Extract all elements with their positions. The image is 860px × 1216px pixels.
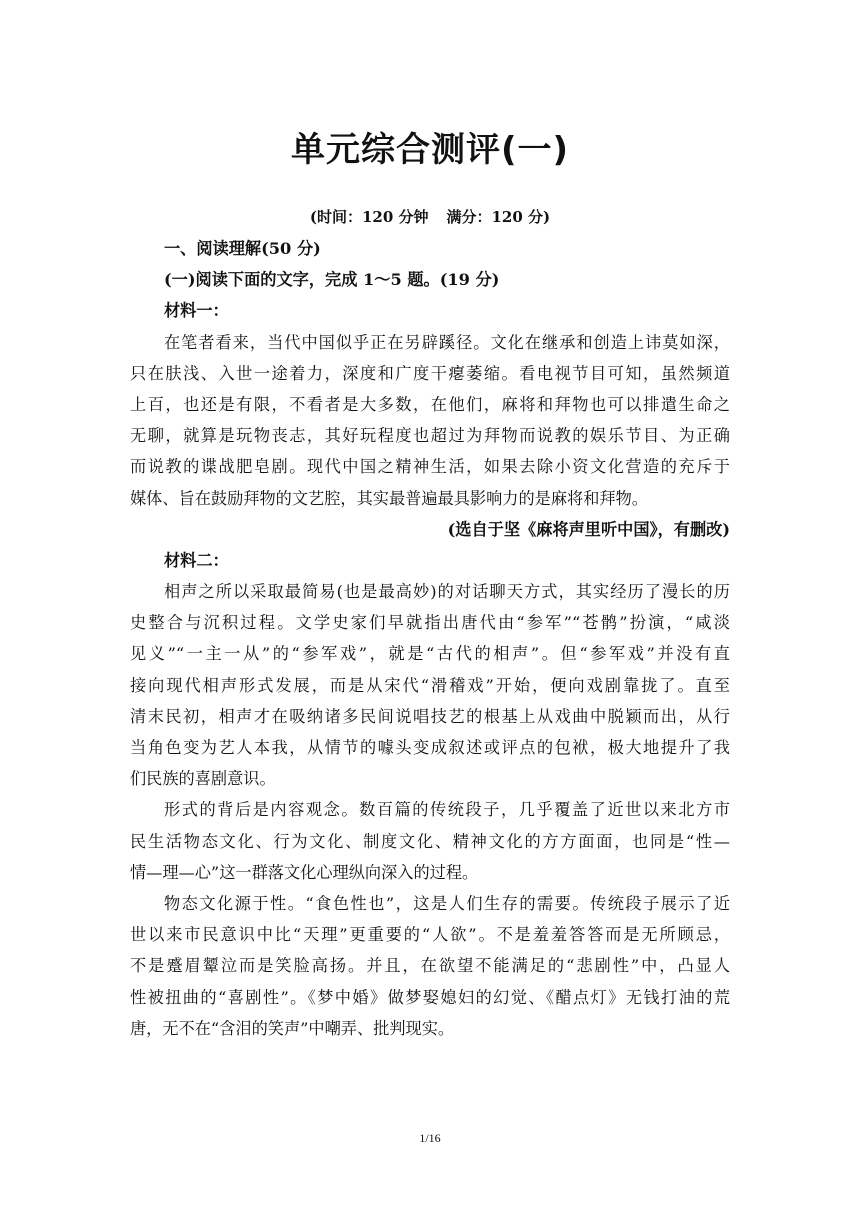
page-number: 1/16 bbox=[419, 1131, 441, 1145]
subsection-heading: (一)阅读下面的文字，完成 1～5 题。(19 分) bbox=[164, 270, 500, 290]
text-line: 而说教的谍战肥皂剧。现代中国之精神生活，如果去除小资文化营造的充斥于 bbox=[130, 457, 730, 477]
text-line: 史整合与沉积过程。文学史家们早就指出唐代由“参军”“苍鹘”扮演，“咸淡 bbox=[130, 613, 730, 633]
section-heading: 一、阅读理解(50 分) bbox=[164, 239, 321, 258]
material1-paragraph bbox=[130, 327, 730, 514]
text-line: 世以来市民意识中比“天理”更重要的“人欲”。不是羞羞答答而是无所顾忌， bbox=[130, 925, 730, 945]
text-line: 媒体、旨在鼓励拜物的文艺腔，其实最普遍最具影响力的是麻将和拜物。 bbox=[130, 488, 648, 508]
text-line: 性被扭曲的“喜剧性”。《梦中婚》做梦娶媳妇的幻觉、《醋点灯》无钱打油的荒 bbox=[130, 987, 730, 1007]
text-line: 只在肤浅、入世一途着力，深度和广度干瘪萎缩。看电视节目可知，虽然频道 bbox=[130, 363, 730, 383]
text-line: 唐，无不在“含泪的笑声”中嘲弄、批判现实。 bbox=[130, 1018, 455, 1038]
text-line: 情—理—心”这一群落文化心理纵向深入的过程。 bbox=[130, 862, 479, 882]
page-title: 单元综合测评(一) bbox=[290, 130, 570, 170]
document-body bbox=[130, 233, 730, 1044]
material2-paragraph-3 bbox=[130, 888, 730, 1044]
text-line: 不是蹙眉颦泣而是笑脸高扬。并且，在欲望不能满足的“悲剧性”中，凸显人 bbox=[130, 956, 730, 976]
exam-score: 满分：120 分) bbox=[446, 208, 551, 226]
text-line: 相声之所以采取最简易(也是最高妙)的对话聊天方式，其实经历了漫长的历 bbox=[164, 582, 730, 602]
material2-paragraph-1 bbox=[130, 576, 730, 794]
text-line: 们民族的喜剧意识。 bbox=[130, 769, 276, 789]
text-line: 清末民初，相声才在吸纳诸多民间说唱技艺的根基上从戏曲中脱颖而出，从行 bbox=[130, 706, 730, 726]
material-label: 材料一： bbox=[164, 301, 229, 321]
material2-paragraph-2 bbox=[130, 794, 730, 888]
text-line: 在笔者看来，当代中国似乎正在另辟蹊径。文化在继承和创造上讳莫如深， bbox=[164, 332, 730, 352]
material-label: 材料二： bbox=[164, 550, 229, 570]
text-line: 民生活物态文化、行为文化、制度文化、精神文化的方方面面，也同是“性— bbox=[130, 831, 730, 851]
text-line: 无聊，就算是玩物丧志，其好玩程度也超过为拜物而说教的娱乐节目、为正确 bbox=[130, 426, 730, 446]
text-line: 见义”“一主一从”的“参军戏”，就是“古代的相声”。但“参军戏”并没有直 bbox=[130, 644, 730, 664]
text-line: 接向现代相声形式发展，而是从宋代“滑稽戏”开始，便向戏剧靠拢了。直至 bbox=[130, 675, 730, 695]
exam-time: (时间：120 分钟 bbox=[309, 208, 429, 226]
text-line: 形式的背后是内容观念。数百篇的传统段子，几乎覆盖了近世以来北方市 bbox=[164, 800, 730, 820]
text-line: 物态文化源于性。“食色性也”，这是人们生存的需要。传统段子展示了近 bbox=[164, 893, 730, 913]
exam-meta bbox=[0, 206, 860, 227]
text-line: 上百，也还是有限，不看者是大多数，在他们，麻将和拜物也可以排遣生命之 bbox=[130, 394, 730, 414]
text-line: 当角色变为艺人本我，从情节的噱头变成叙述或评点的包袱，极大地提升了我 bbox=[130, 738, 730, 757]
source-note: (选自于坚《麻将声里听中国》，有删改) bbox=[447, 519, 730, 539]
